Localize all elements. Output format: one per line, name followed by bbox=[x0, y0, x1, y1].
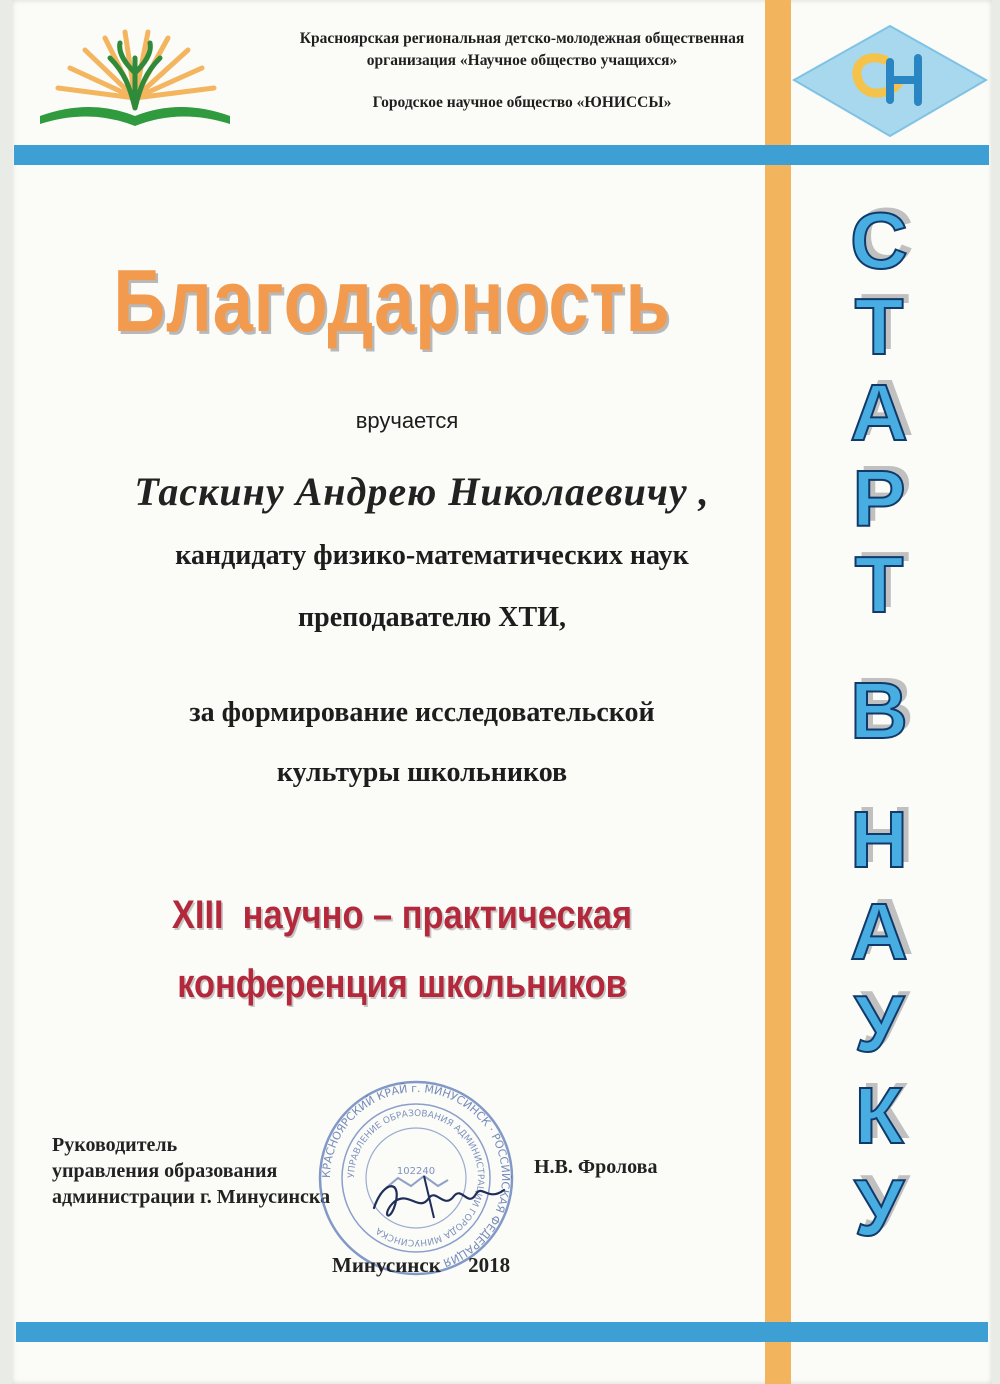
slogan-letter: Т bbox=[854, 540, 904, 629]
sunrise-tree-book-logo bbox=[30, 28, 240, 134]
slogan-letter: А bbox=[850, 887, 908, 976]
slogan-letter: С bbox=[850, 196, 908, 285]
position-line-1: кандидату физико-математических наук bbox=[175, 540, 689, 571]
presented-label: вручается bbox=[355, 408, 459, 433]
signatory-title bbox=[52, 1132, 330, 1210]
reason-line-1: за формирование исследовательской bbox=[189, 697, 655, 728]
slogan-letter: Н bbox=[850, 795, 908, 884]
org-line-3: Городское научное общество «ЮНИССЫ» bbox=[372, 94, 672, 111]
side-slogan bbox=[834, 198, 924, 1254]
org-line-1: Красноярская региональная детско-молодежная общественная bbox=[299, 30, 745, 47]
diamond-sn-logo bbox=[790, 22, 990, 140]
stamp-number: 102240 bbox=[396, 1166, 436, 1177]
certificate-page bbox=[12, 0, 992, 1384]
slogan-letter: Т bbox=[854, 282, 904, 371]
organization-header bbox=[262, 28, 782, 114]
signatory-title-line-2: управления образования bbox=[52, 1160, 278, 1182]
slogan-letter: А bbox=[850, 368, 908, 457]
blue-bottom-bar bbox=[16, 1322, 988, 1342]
handwritten-signature bbox=[364, 1168, 514, 1228]
orange-vertical-bar bbox=[765, 0, 791, 1384]
city-year bbox=[332, 1253, 510, 1278]
signatory-title-line-1: Руководитель bbox=[52, 1134, 178, 1156]
slogan-letter: У bbox=[854, 979, 904, 1068]
stamp-inner-text: УПРАВЛЕНИЕ ОБРАЗОВАНИЯ АДМИНИСТРАЦИИ ГОРОДА МИНУСИНСКА bbox=[346, 1108, 486, 1248]
signatory-title-line-3: администрации г. Минусинска bbox=[52, 1186, 331, 1208]
org-line-2: организация «Научное общество учащихся» bbox=[366, 52, 678, 69]
event-line-1: XIII научно – практическая bbox=[171, 893, 633, 937]
slogan-letter: В bbox=[850, 666, 908, 755]
position-line-2: преподавателю ХТИ, bbox=[298, 602, 566, 633]
slogan-letter: К bbox=[854, 1071, 904, 1160]
event-line-2: конференция школьников bbox=[177, 962, 627, 1006]
certificate-title: Благодарность bbox=[113, 251, 671, 350]
slogan-letter: Р bbox=[852, 454, 906, 543]
slogan-letter: У bbox=[854, 1163, 904, 1252]
reason-line-2: культуры школьников bbox=[276, 757, 568, 788]
year: 2018 bbox=[468, 1253, 511, 1277]
city: Минусинск bbox=[332, 1253, 441, 1277]
signatory-name: Н.В. Фролова bbox=[534, 1156, 658, 1178]
blue-top-bar bbox=[14, 145, 989, 165]
stamp-outer-text: КРАСНОЯРСКИЙ КРАЙ г. МИНУСИНСК · РОССИЙСКАЯ ФЕДЕРАЦИЯ bbox=[319, 1081, 513, 1270]
recipient-name: Таскину Андрею Николаевичу , bbox=[134, 469, 710, 514]
